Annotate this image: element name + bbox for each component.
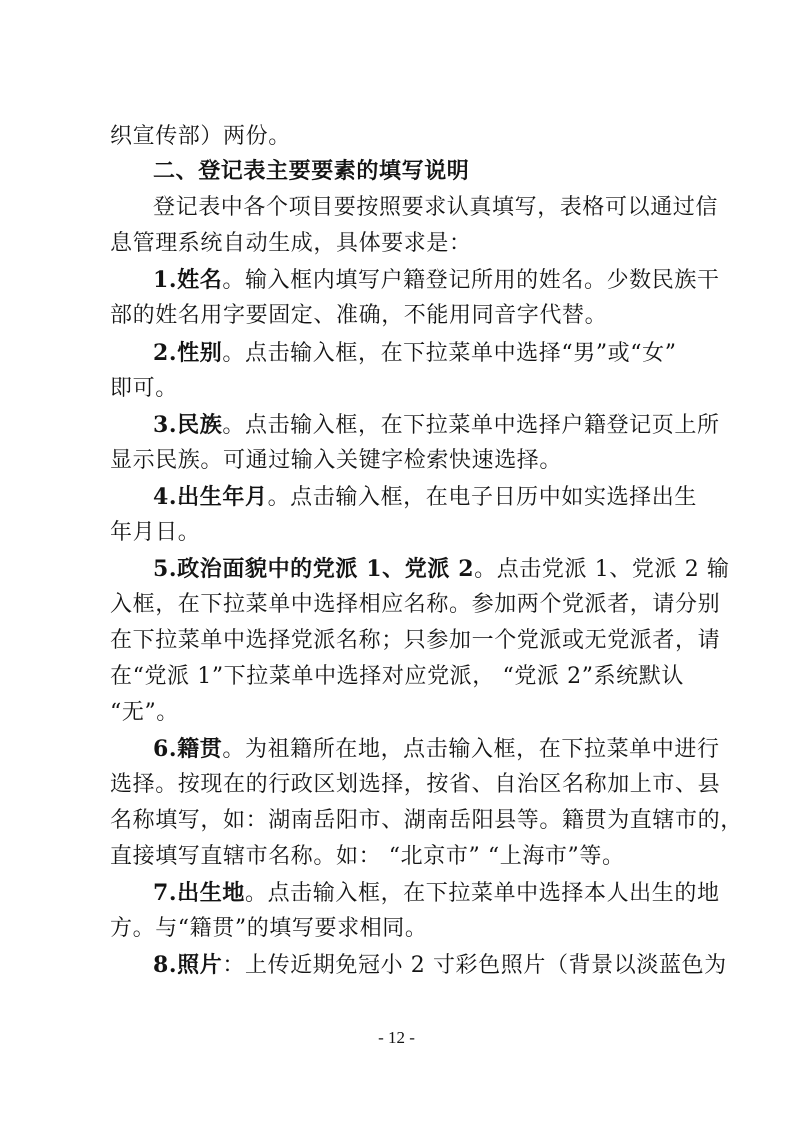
item-party-line-1 xyxy=(153,554,729,584)
item-gender-line-1 xyxy=(153,338,677,368)
item-birthplace-line-2: 方。与“籍贯”的填写要求相同。 xyxy=(110,916,428,941)
item-birthplace-term: 7.出生地 xyxy=(153,880,245,906)
item-birthdate-line-1 xyxy=(153,482,697,512)
item-native-place-line-2: 选择。按现在的行政区划选择，按省、自治区名称加上市、县 xyxy=(110,772,721,797)
item-ethnicity-term: 3.民族 xyxy=(153,412,223,438)
item-party-line-2: 入框，在下拉菜单中选择相应名称。参加两个党派者，请分别 xyxy=(110,592,721,617)
item-party-line-3: 在下拉菜单中选择党派名称；只参加一个党派或无党派者，请 xyxy=(110,628,721,653)
item-name-line-2: 部的姓名用字要固定、准确，不能用同音字代替。 xyxy=(110,303,608,328)
page-number: - 12 - xyxy=(378,1028,415,1047)
item-birthdate-line-2: 年月日。 xyxy=(110,520,201,545)
intro-line-1: 登记表中各个项目要按照要求认真填写，表格可以通过信 xyxy=(153,195,719,220)
item-name-text: 。输入框内填写户籍登记所用的姓名。少数民族干 xyxy=(222,268,720,293)
item-name-line-1 xyxy=(153,265,720,295)
item-birthdate-term: 4.出生年月 xyxy=(153,484,268,510)
item-native-place-term: 6.籍贯 xyxy=(153,736,223,762)
item-ethnicity-line-2: 显示民族。可通过输入关键字检索快速选择。 xyxy=(110,448,563,473)
item-party-line-5: “无”。 xyxy=(110,700,179,725)
item-ethnicity-line-1 xyxy=(153,410,720,440)
item-native-place-text: 。为祖籍所在地，点击输入框，在下拉菜单中进行 xyxy=(222,737,720,762)
item-birthplace-line-1 xyxy=(153,878,720,908)
item-birthplace-text: 。点击输入框，在下拉菜单中选择本人出生的地 xyxy=(244,881,720,906)
item-ethnicity-text: 。点击输入框，在下拉菜单中选择户籍登记页上所 xyxy=(222,413,720,438)
section-heading: 二、登记表主要要素的填写说明 xyxy=(153,159,470,184)
item-name-term: 1.姓名 xyxy=(153,267,223,293)
item-photo-line-1 xyxy=(153,950,727,980)
paragraph-continuation-line: 织宣传部）两份。 xyxy=(110,124,291,149)
item-native-place-line-4: 直接填写直辖市名称。如： “北京市” “上海市”等。 xyxy=(110,844,625,869)
item-party-line-4: 在“党派 1”下拉菜单中选择对应党派， “党派 2”系统默认 xyxy=(110,664,684,689)
item-party-text: 。点击党派 1、党派 2 输 xyxy=(474,557,730,582)
item-photo-term: 8.照片 xyxy=(153,952,223,978)
item-gender-text: 。点击输入框，在下拉菜单中选择“男”或“女” xyxy=(222,341,677,366)
item-photo-text: ：上传近期免冠小 2 寸彩色照片（背景以淡蓝色为 xyxy=(222,953,727,978)
item-native-place-line-1 xyxy=(153,734,720,764)
item-birthdate-text: 。点击输入框，在电子日历中如实选择出生 xyxy=(267,485,697,510)
item-gender-term: 2.性别 xyxy=(153,340,223,366)
intro-line-2: 息管理系统自动生成，具体要求是： xyxy=(110,231,472,256)
item-party-term: 5.政治面貌中的党派 1、党派 2 xyxy=(153,556,475,582)
item-gender-line-2: 即可。 xyxy=(110,376,178,401)
item-native-place-line-3: 名称填写，如：湖南岳阳市、湖南岳阳县等。籍贯为直辖市的， xyxy=(110,808,743,833)
